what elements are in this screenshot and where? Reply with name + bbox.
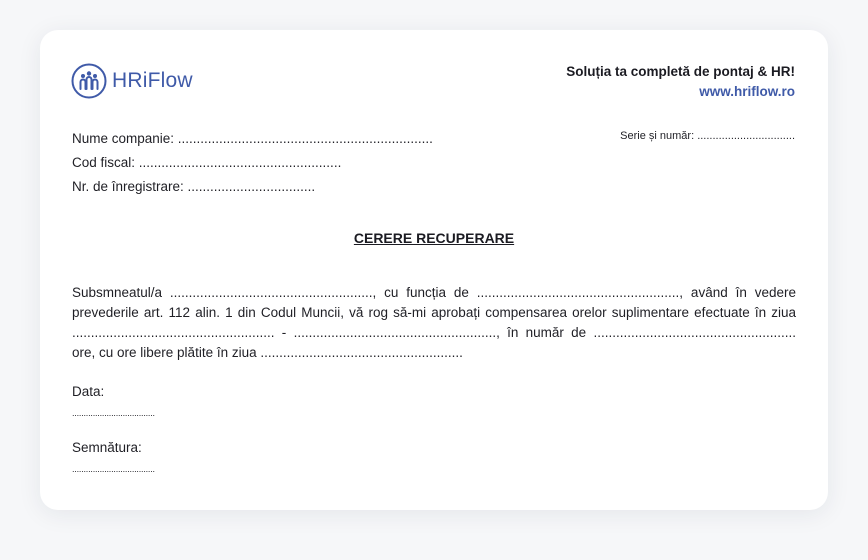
date-line: .................................... <box>72 408 155 418</box>
brand-logo <box>71 63 193 99</box>
brand-name: HRiFlow <box>112 69 193 92</box>
fiscal-code-field: Cod fiscal: ...................................................... <box>72 155 342 170</box>
request-body-text: Subsmneatul/a ......................................................, cu funcția de ......................................................, având în vedere prevederile art. 112 alin. 1 din Codul Muncii, vă rog să-mi aprobați compensarea orelor suplimentare efectuate în ziua ...................................................... - ......................................................, în număr de ...................................................... ore, cu ore libere plătite în ziua ...................................................... <box>72 285 796 360</box>
registration-number-field: Nr. de înregistrare: .................................. <box>72 179 316 194</box>
header-fields <box>72 127 433 199</box>
brand-tagline-block <box>566 64 795 99</box>
document-title: CERERE RECUPERARE <box>353 230 515 246</box>
date-label: Data: <box>72 384 105 399</box>
request-form-card <box>40 30 828 510</box>
people-group-icon <box>71 63 107 99</box>
signature-line: .................................... <box>72 464 155 474</box>
signature-label: Semnătura: <box>72 440 142 455</box>
company-name-field: Nume companie: .................................................................... <box>72 131 433 146</box>
series-number-field: Serie și număr: ................................ <box>620 130 795 142</box>
brand-tagline: Soluția ta completă de pontaj & HR! <box>566 64 795 79</box>
brand-website-link[interactable]: www.hriflow.ro <box>699 84 795 99</box>
